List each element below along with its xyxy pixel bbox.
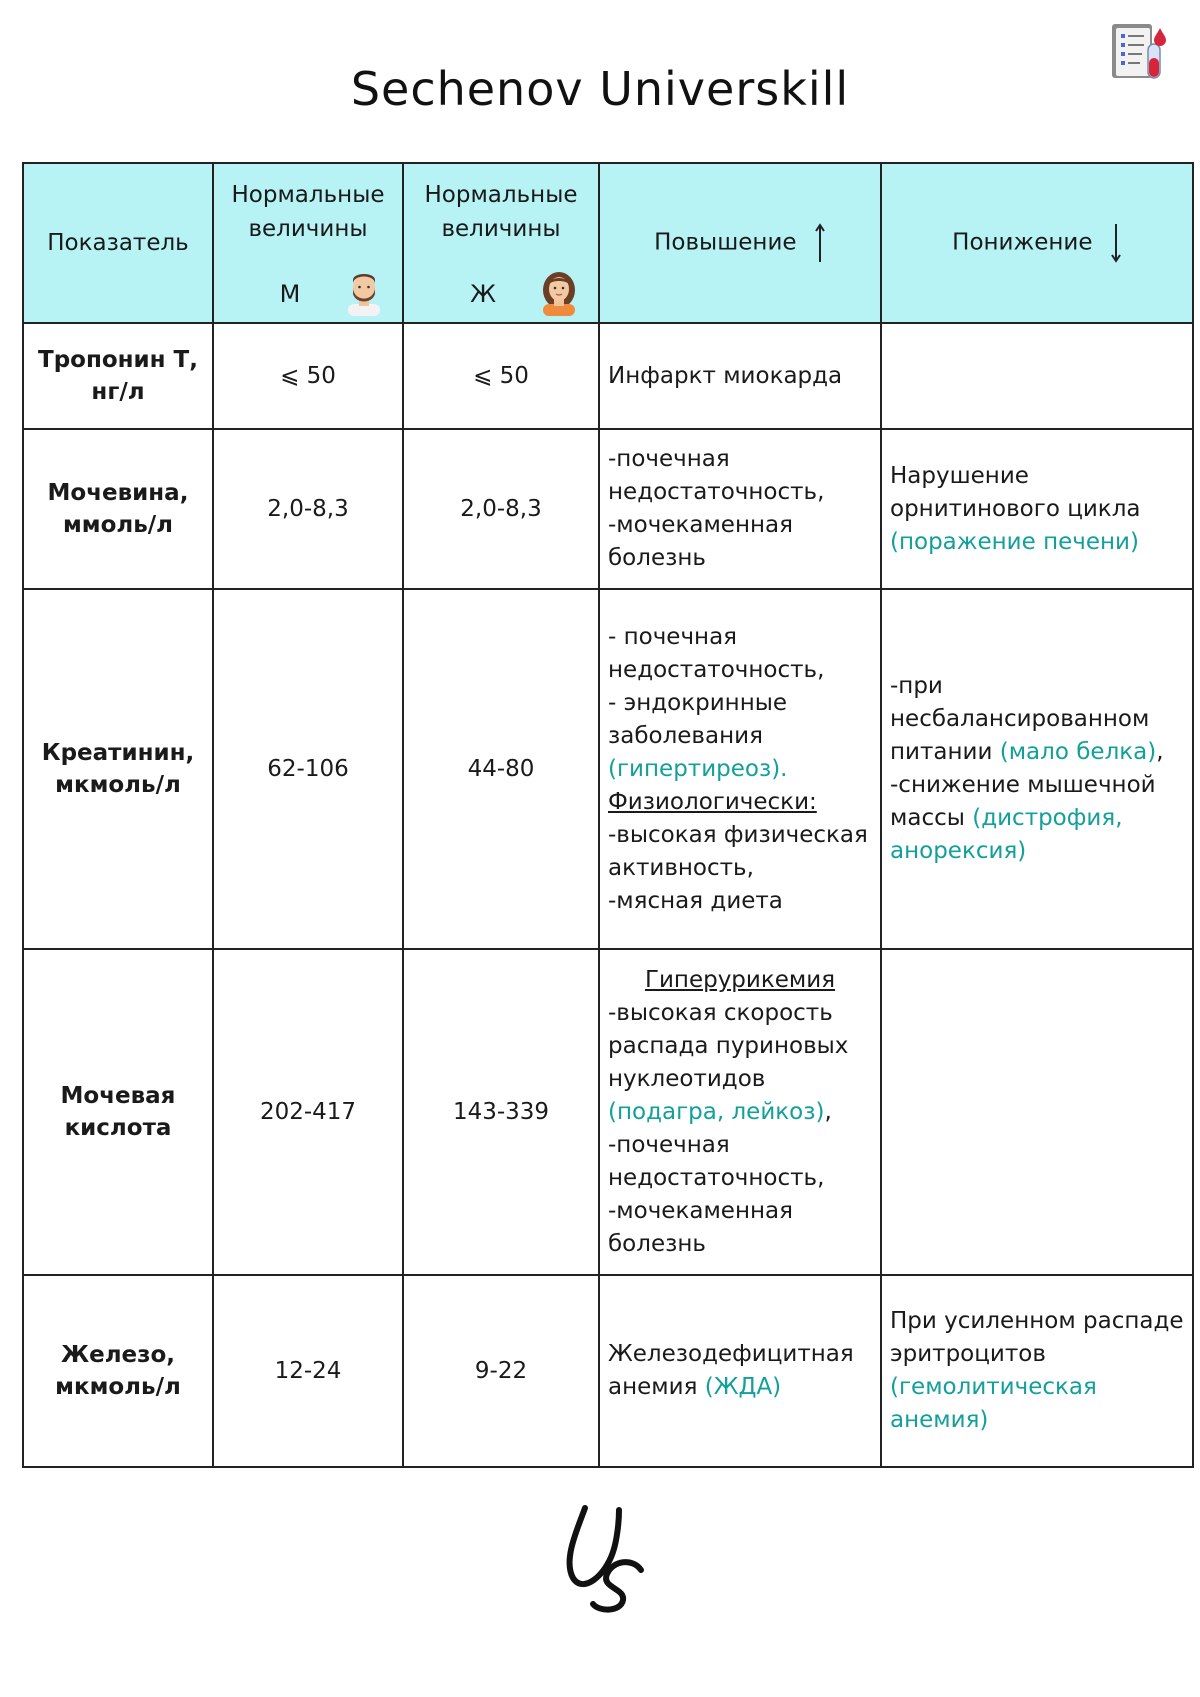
arrow-up-icon — [814, 222, 826, 264]
increase-note: (подагра, лейкоз) — [608, 1098, 825, 1125]
decrease-text: При усиленном распаде эритроцитов — [890, 1308, 1184, 1367]
param-creatinine: Креатинин, мкмоль/л — [23, 589, 213, 949]
increase-cell — [599, 429, 881, 589]
arrow-down-icon — [1110, 222, 1122, 264]
increase-line: -высокая физическая активность, — [608, 821, 868, 881]
header-increase — [599, 163, 881, 323]
param-iron: Железо, мкмоль/л — [23, 1275, 213, 1467]
increase-line: - почечная недостаточность, — [608, 623, 825, 683]
increase-cell — [599, 1275, 881, 1467]
norm-label: Нормальные величины — [424, 182, 578, 242]
table-row — [23, 949, 1193, 1275]
header-norm-male — [213, 163, 403, 323]
increase-note: (ЖДА) — [704, 1374, 782, 1400]
value-female: ⩽ 50 — [403, 323, 599, 429]
lab-values-table — [22, 162, 1194, 1468]
decrease-note: (мало белка) — [999, 739, 1157, 765]
table-row — [23, 429, 1193, 589]
hyperuricemia-heading: Гиперурикемия — [644, 966, 836, 993]
norm-label: Нормальные величины — [231, 182, 385, 242]
param-troponin: Тропонин Т, нг/л — [23, 323, 213, 429]
value-male: 62-106 — [213, 589, 403, 949]
physiological-heading: Физиологически: — [608, 788, 817, 815]
table-row — [23, 1275, 1193, 1467]
female-label: Ж — [470, 280, 496, 308]
decrease-note: (поражение печени) — [890, 528, 1139, 555]
header-decrease — [881, 163, 1193, 323]
decrease-cell — [881, 1275, 1193, 1467]
increase-line: -почечная недостаточность, — [608, 1131, 825, 1191]
increase-note: (гипертиреоз). — [608, 755, 788, 782]
male-label: М — [279, 280, 301, 308]
increase-line: -высокая скорость распада пуриновых нуклеотидов — [608, 999, 849, 1092]
decrease-note: (гемолитическая анемия) — [890, 1374, 1097, 1433]
value-female: 44-80 — [403, 589, 599, 949]
value-female: 2,0-8,3 — [403, 429, 599, 589]
value-female: 143-339 — [403, 949, 599, 1275]
value-male: 2,0-8,3 — [213, 429, 403, 589]
woman-avatar-icon — [539, 268, 579, 316]
decrease-cell — [881, 949, 1193, 1275]
header-norm-female — [403, 163, 599, 323]
value-male: 202-417 — [213, 949, 403, 1275]
value-male: 12-24 — [213, 1275, 403, 1467]
table-header-row — [23, 163, 1193, 323]
table-row — [23, 589, 1193, 949]
header-param: Показатель — [23, 163, 213, 323]
increase-cell — [599, 589, 881, 949]
increase-label: Повышение — [654, 229, 797, 256]
increase-text: Железодефицитная анемия — [608, 1341, 854, 1400]
increase-cell: Инфаркт миокарда — [599, 323, 881, 429]
value-female: 9-22 — [403, 1275, 599, 1467]
decrease-text: Нарушение орнитинового цикла — [890, 462, 1141, 522]
decrease-line: -при несбалансированном питании — [890, 673, 1150, 765]
page-title: Sechenov Universkill — [350, 62, 850, 116]
increase-line: -мочекаменная болезнь — [608, 1197, 793, 1257]
decrease-line: -снижение мышечной массы — [890, 772, 1156, 831]
man-avatar-icon — [344, 268, 384, 316]
decrease-cell — [881, 323, 1193, 429]
increase-line: -почечная недостаточность, — [608, 446, 825, 505]
decrease-cell — [881, 429, 1193, 589]
increase-line: -мочекаменная болезнь — [608, 512, 793, 571]
increase-cell: Гиперурикемия -высокая скорость распада пуриновых нуклеотидов (подагра, лейкоз), -почечная недостаточность, -мочекаменная болезнь — [599, 949, 881, 1275]
decrease-cell: -при несбалансированном питании (мало белка), -снижение мышечной массы (дистрофия, анорексия) — [881, 589, 1193, 949]
param-urea: Мочевина, ммоль/л — [23, 429, 213, 589]
decrease-note: (дистрофия, анорексия) — [890, 805, 1123, 864]
us-monogram-logo — [555, 1500, 655, 1615]
decrease-label: Понижение — [952, 229, 1093, 256]
param-uric-acid: Мочевая кислота — [23, 949, 213, 1275]
value-male: ⩽ 50 — [213, 323, 403, 429]
medical-checklist-icon — [1108, 18, 1170, 84]
table-row — [23, 323, 1193, 429]
increase-line: - эндокринные заболевания — [608, 689, 788, 749]
increase-line: -мясная диета — [608, 887, 783, 914]
